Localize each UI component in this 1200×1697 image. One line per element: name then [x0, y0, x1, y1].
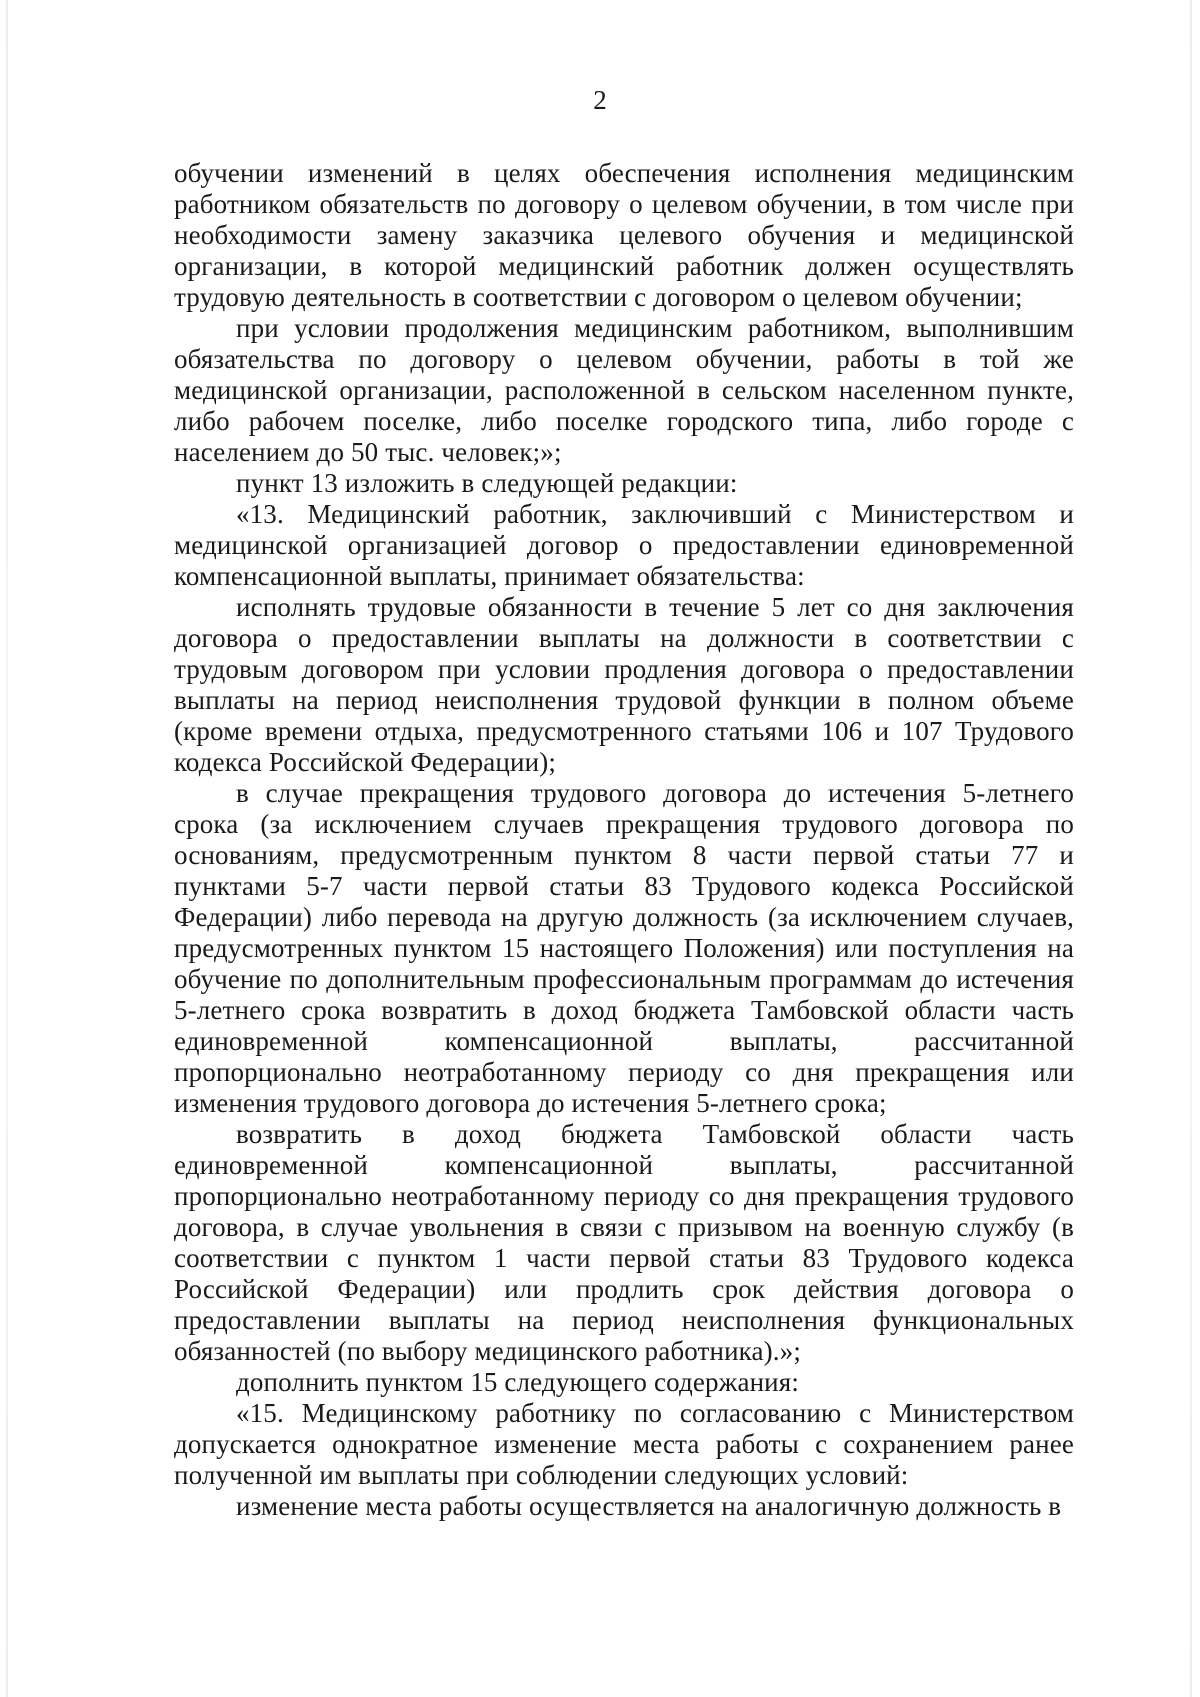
- paragraph: исполнять трудовые обязанности в течение 5 лет со дня заключения договора о предоставлении выплаты на должности в соответствии с трудовым договором при условии продления договора о предоставлении выплаты на период неисполнения трудовой функции в полном объеме (кроме времени отдыха, предусмотренного статьями 106 и 107 Трудового кодекса Российской Федерации);: [174, 592, 1074, 777]
- paragraph: дополнить пунктом 15 следующего содержания:: [236, 1367, 799, 1397]
- scan-edge-right: [1190, 0, 1192, 1697]
- paragraph: изменение места работы осуществляется на аналогичную должность в: [236, 1491, 1062, 1521]
- paragraph: возвратить в доход бюджета Тамбовской области часть единовременной компенсационной выплаты, рассчитанной пропорционально неотработанному периоду со дня прекращения трудового договора, в случае увольнения в связи с призывом на военную службу (в соответствии с пунктом 1 части первой статьи 83 Трудового кодекса Российской Федерации) или продлить срок действия договора о предоставлении выплаты на период неисполнения функциональных обязанностей (по выбору медицинского работника).»;: [174, 1119, 1074, 1366]
- paragraph: обучении изменений в целях обеспечения исполнения медицинским работником обязательств по договору о целевом обучении, в том числе при необходимости замену заказчика целевого обучения и медицинской организации, в которой медицинский работник должен осуществлять трудовую деятельность в соответствии с договором о целевом обучении;: [174, 158, 1074, 312]
- paragraph: при условии продолжения медицинским работником, выполнившим обязательства по договору о целевом обучении, работы в той же медицинской организации, расположенной в сельском населенном пункте, либо рабочем поселке, либо поселке городского типа, либо городе с населением до 50 тыс. человек;»;: [174, 313, 1074, 467]
- document-body: [174, 158, 1074, 1522]
- paragraph: «15. Медицинскому работнику по согласованию с Министерством допускается однократное изменение места работы с сохранением ранее полученной им выплаты при соблюдении следующих условий:: [174, 1398, 1074, 1490]
- paragraph: «13. Медицинский работник, заключивший с Министерством и медицинской организацией договор о предоставлении единовременной компенсационной выплаты, принимает обязательства:: [174, 499, 1074, 591]
- scan-edge-left: [6, 0, 8, 1697]
- paragraph: пункт 13 изложить в следующей редакции:: [236, 468, 738, 498]
- paragraph: в случае прекращения трудового договора до истечения 5-летнего срока (за исключением случаев прекращения трудового договора по основаниям, предусмотренным пунктом 8 части первой статьи 77 и пунктами 5-7 части первой статьи 83 Трудового кодекса Российской Федерации) либо перевода на другую должность (за исключением случаев, предусмотренных пунктом 15 настоящего Положения) или поступления на обучение по дополнительным профессиональным программам до истечения 5-летнего срока возвратить в доход бюджета Тамбовской области часть единовременной компенсационной выплаты, рассчитанной пропорционально неотработанному периоду со дня прекращения или изменения трудового договора до истечения 5-летнего срока;: [174, 778, 1074, 1118]
- page-number: 2: [593, 85, 607, 115]
